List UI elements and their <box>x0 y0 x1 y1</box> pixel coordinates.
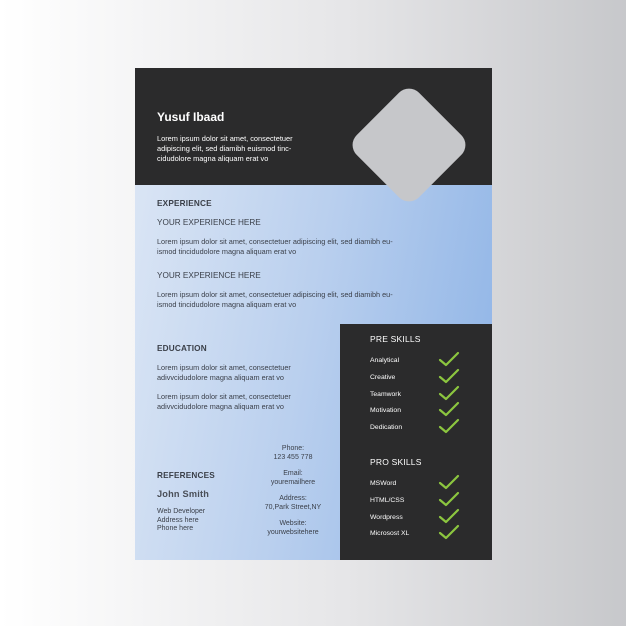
experience-description <box>157 237 477 257</box>
education-description <box>157 392 337 412</box>
skill-label: Creative <box>370 373 396 381</box>
references-heading: REFERENCES <box>157 471 215 480</box>
check-icon <box>438 368 460 384</box>
skill-label: HTML/CSS <box>370 496 405 504</box>
skill-label: Teamwork <box>370 390 401 398</box>
pro-skills-heading: PRO SKILLS <box>370 457 422 467</box>
email-label: Email: <box>283 470 303 477</box>
skill-label: Dedication <box>370 424 403 432</box>
address-label: Address: <box>279 495 307 502</box>
reference-line: Phone here <box>157 525 194 532</box>
check-icon <box>438 474 460 490</box>
skill-label: Wordpress <box>370 513 403 521</box>
skills-panel <box>340 324 492 560</box>
experience-line: ismod tincidudolore magna aliquam erat vo <box>157 300 297 309</box>
check-icon <box>438 401 460 417</box>
email-value: youremailhere <box>270 478 316 486</box>
reference-line: Address here <box>157 516 199 524</box>
reference-name: John Smith <box>157 489 210 499</box>
check-icon <box>438 351 460 367</box>
intro-line: cidudolore magna aliquam erat vo <box>157 154 269 163</box>
skill-item <box>370 422 470 436</box>
skill-label: Analytical <box>370 357 400 364</box>
experience-line: Lorem ipsum dolor sit amet, consectetuer adipiscing elit, sed diamibh eu- <box>157 290 393 299</box>
education-line: Lorem ipsum dolor sit amet, consectetuer <box>157 363 291 372</box>
check-icon <box>438 385 460 401</box>
check-icon <box>438 508 460 524</box>
reference-line: Web Developer <box>157 508 206 515</box>
check-icon <box>438 491 460 507</box>
skill-label: Motivation <box>370 407 401 415</box>
education-heading: EDUCATION <box>157 344 207 353</box>
experience-description <box>157 290 477 310</box>
phone-label: Phone: <box>281 445 305 452</box>
experience-job-title: YOUR EXPERIENCE HERE <box>157 271 261 280</box>
education-line: adivvcidudolore magna aliquam erat vo <box>157 373 284 382</box>
intro-text <box>157 134 342 164</box>
check-icon <box>438 524 460 540</box>
contact-phone <box>253 445 333 462</box>
contact-email <box>253 470 333 487</box>
experience-line: ismod tincidudolore magna aliquam erat vo <box>157 247 297 256</box>
candidate-name: Yusuf Ibaad <box>157 110 225 124</box>
website-label: Website: <box>279 520 307 527</box>
pre-skills-heading: PRE SKILLS <box>370 334 421 344</box>
education-description <box>157 363 337 383</box>
reference-details <box>157 508 205 534</box>
skill-label: MSWord <box>370 480 397 487</box>
intro-line: adipiscing elit, sed diamibh euismod tinc- <box>157 144 292 153</box>
education-line: adivvcidudolore magna aliquam erat vo <box>157 402 284 411</box>
website-value: yourwebsitehere <box>267 528 319 536</box>
phone-value: 123 455 778 <box>273 453 313 461</box>
resume-page <box>135 68 492 560</box>
skill-label: Microsost XL <box>370 530 410 538</box>
skill-item <box>370 528 470 542</box>
experience-heading: EXPERIENCE <box>157 199 212 208</box>
education-line: Lorem ipsum dolor sit amet, consectetuer <box>157 392 291 401</box>
intro-line: Lorem ipsum dolor sit amet, consectetuer <box>157 134 293 143</box>
contact-address <box>253 495 333 512</box>
address-value: 70,Park Street,NY <box>264 503 322 511</box>
check-icon <box>438 418 460 434</box>
experience-line: Lorem ipsum dolor sit amet, consectetuer adipiscing elit, sed diamibh eu- <box>157 237 393 246</box>
experience-job-title: YOUR EXPERIENCE HERE <box>157 218 261 227</box>
contact-website <box>253 520 333 537</box>
